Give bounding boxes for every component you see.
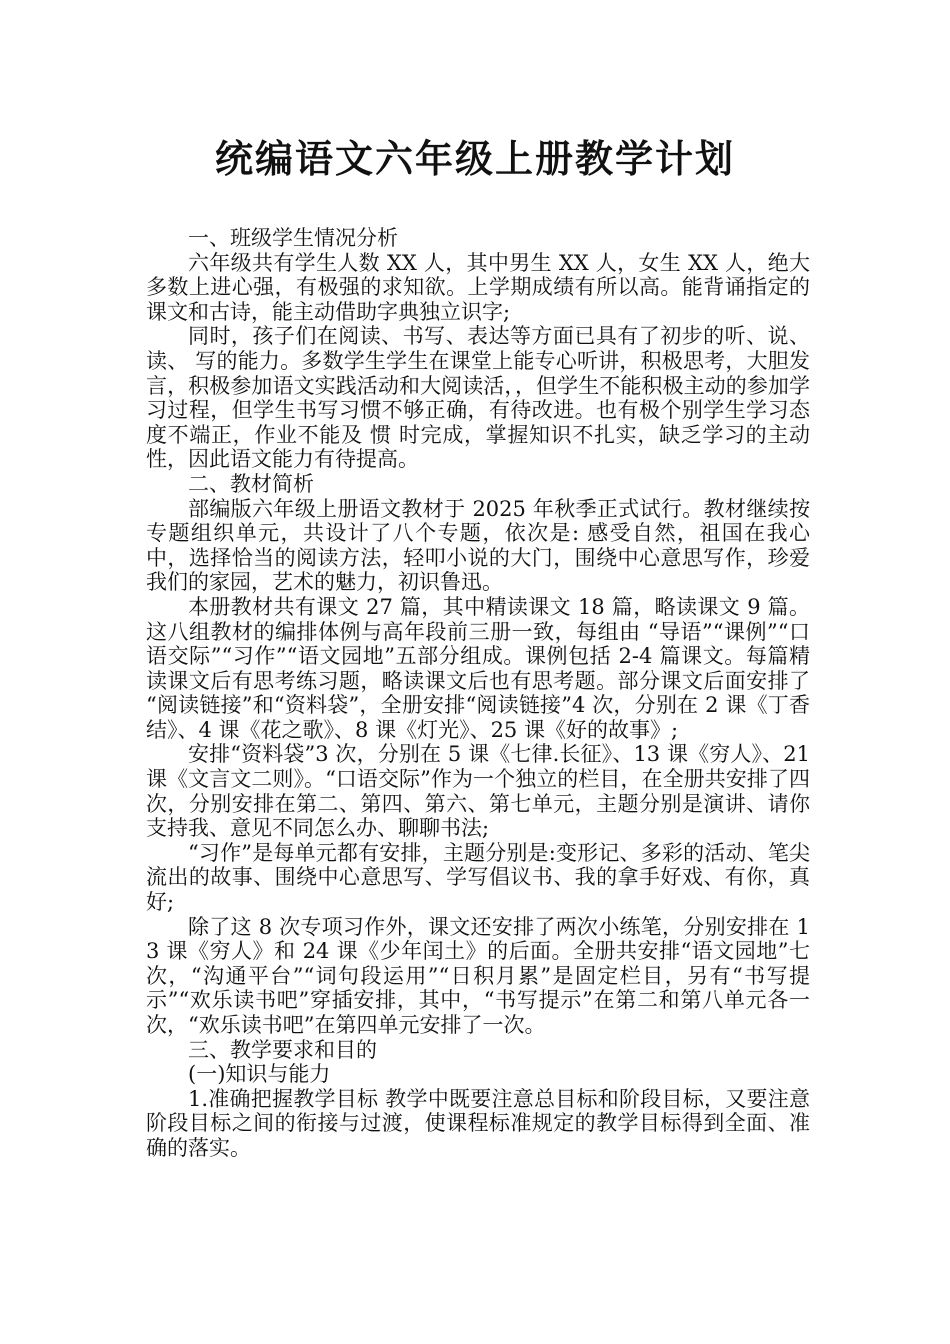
paragraph: “习作”是每单元都有安排，主题分别是:变形记、多彩的活动、笔尖流出的故事、围绕中心意思写、学写倡议书、我的拿手好戏、有你，真好; (146, 840, 810, 915)
section-heading-textbook-analysis: 二、教材简析 (188, 471, 314, 496)
document-title: 统编语文六年级上册教学计划 (214, 137, 735, 181)
paragraph: 六年级共有学生人数 XX 人，其中男生 XX 人，女生 XX 人，绝大多数上进心强，有极强的求知欲。上学期成绩有所以高。能背诵指定的课文和古诗，能主动借助字典独立识字; (146, 250, 810, 324)
document-body (146, 226, 810, 1161)
paragraph: 除了这 8 次专项习作外，课文还安排了两次小练笔，分别安排在 13 课《穷人》和 24 课《少年闰土》的后面。全册共安排“语文园地”七次，“沟通平台”“词句段运用”“日积月累”是固定栏目，另有“书写提示”“欢乐读书吧”穿插安排，其中，“书写提示”在第二和第八单元各一次，“欢乐读书吧”在第四单元安排了一次。 (146, 914, 810, 1037)
subsection-heading-knowledge-ability: (一)知识与能力 (188, 1062, 331, 1087)
paragraph: 部编版六年级上册语文教材于 2025 年秋季正式试行。教材继续按专题组织单元，共设计了八个专题，依次是: 感受自然，祖国在我心中，选择恰当的阅读方法，轻叩小说的大门，围绕中心意思写作，珍爱我们的家园，艺术的魅力，初识鲁迅。 (146, 496, 810, 595)
paragraph: 1.准确把握教学目标 教学中既要注意总目标和阶段目标，又要注意阶段目标之间的衔接与过渡，使课程标准规定的教学目标得到全面、准确的落实。 (146, 1086, 810, 1160)
paragraph: 本册教材共有课文 27 篇，其中精读课文 18 篇，略读课文 9 篇。这八组教材的编排体例与高年段前三册一致，每组由 “导语”“课例”“口语交际”“习作”“语文园地”五部分组成。课例包括 2-4 篇课文。每篇精读课文后有思考练习题，略读课文后也有思考题。部分课文后面安排了 “阅读链接”和“资料袋”，全册安排“阅读链接”4 次，分别在 2 课《丁香结》、4 课《花之歌》、8 课《灯光》、25 课《好的故事》; (146, 594, 810, 742)
paragraph: 安排“资料袋”3 次，分别在 5 课《七律.长征》、13 课《穷人》、21 课《文言文二则》。“口语交际”作为一个独立的栏目，在全册共安排了四次，分别安排在第二、第四、第六、第七单元，主题分别是演讲、请你支持我、意见不同怎么办、聊聊书法; (146, 742, 810, 841)
section-heading-class-analysis: 一、班级学生情况分析 (188, 226, 398, 250)
paragraph: 同时，孩子们在阅读、书写、表达等方面已具有了初步的听、说、读、 写的能力。多数学生学生在课堂上能专心听讲，积极思考，大胆发言，积极参加语文实践活动和大阅读活，，但学生不能积极主动的参加学习过程，但学生书写习惯不够正确，有待改进。也有极个别学生学习态度不端正，作业不能及 惯 时完成，掌握知识不扎实，缺乏学习的主动性，因此语文能力有待提高。 (146, 324, 810, 472)
section-heading-teaching-goals: 三、教学要求和目的 (188, 1037, 377, 1062)
